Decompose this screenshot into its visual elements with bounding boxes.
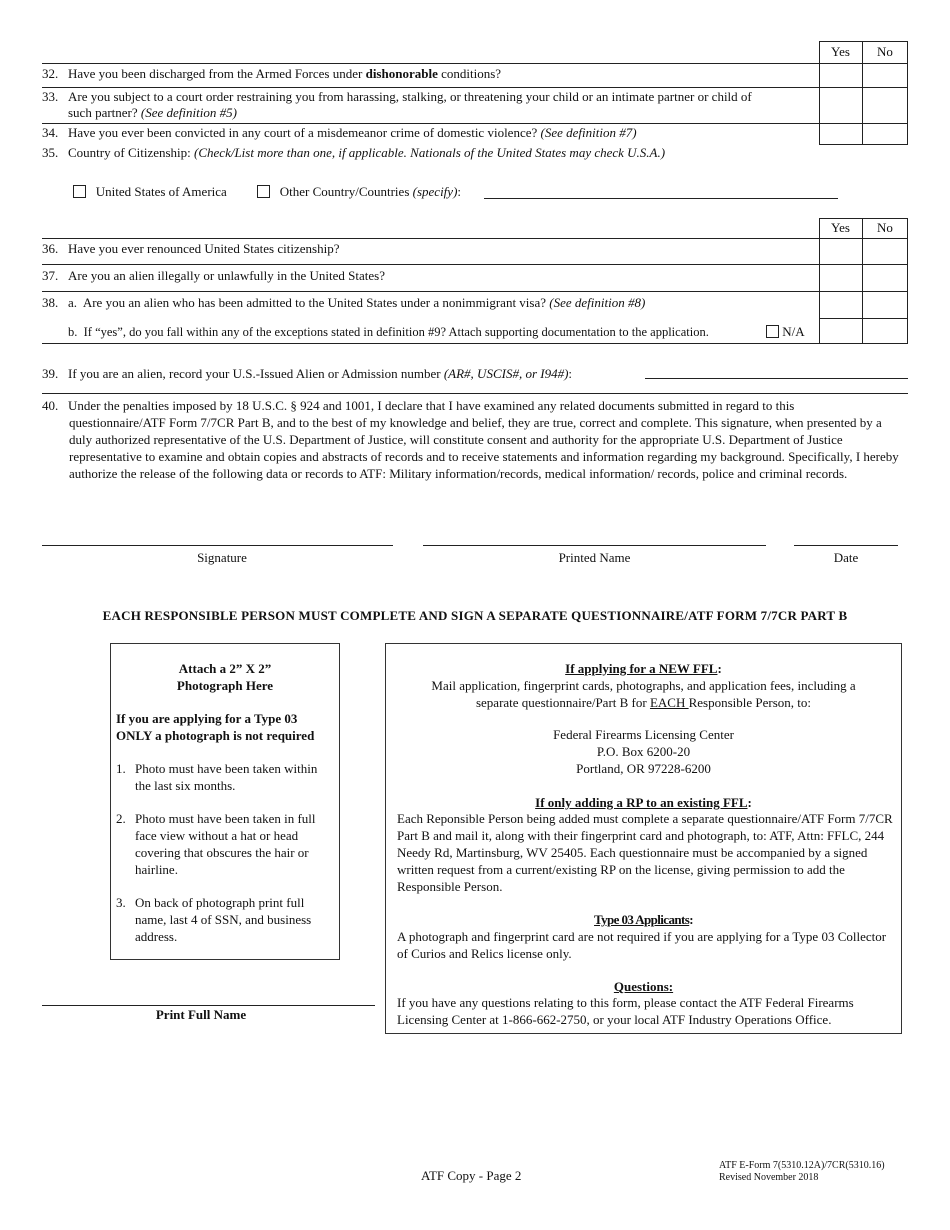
q38b-text: If “yes”, do you fall within any of the exceptions stated in definition #9? Attach supporting documentation to the application. <box>83 325 709 339</box>
photo-req-2-text: Photo must have been taken in full face view without a hat or head covering that obscures the hair or hairline. <box>135 811 316 877</box>
q32-no-cell[interactable] <box>863 64 906 86</box>
q38b-letter: b. <box>68 325 78 339</box>
question-33 <box>42 89 752 105</box>
question-32 <box>42 66 501 82</box>
new-ffl-text-line1: Mail application, fingerprint cards, photographs, and application fees, including a <box>431 678 856 693</box>
type03-heading <box>386 911 901 928</box>
questions-heading <box>386 978 901 995</box>
q36-no-cell[interactable] <box>863 239 906 263</box>
q37-no-cell[interactable] <box>863 265 906 290</box>
q38-number: 38. <box>42 295 59 310</box>
q33-line1: Are you subject to a court order restraining you from harassing, stalking, or threatening your child or an intimate partner or child of <box>68 89 752 104</box>
footer-page-label: ATF Copy - Page 2 <box>421 1168 522 1183</box>
col-no-header: No <box>877 44 893 59</box>
q35-text: Country of Citizenship: <box>68 145 191 160</box>
other-country-input-line[interactable] <box>484 198 838 199</box>
q34-number: 34. <box>42 125 59 140</box>
date-label: Date <box>833 550 859 565</box>
q39-number: 39. <box>42 366 59 381</box>
q38a-yes-cell[interactable] <box>820 292 861 317</box>
q39-text: If you are an alien, record your U.S.-Issued Alien or Admission number <box>68 366 441 381</box>
q39-format: (AR#, USCIS#, or I94#) <box>443 366 569 381</box>
photo-requirement-3 <box>116 894 334 945</box>
q35-instructions: (Check/List more than one, if applicable. Nationals of the United States may check U.S.A.) <box>194 145 666 160</box>
q33-line2: such partner? <box>68 105 138 120</box>
q33-definition: (See definition #5) <box>140 105 237 120</box>
col-no-header-2: No <box>877 220 893 235</box>
photo-req-3-text: On back of photograph print full name, last 4 of SSN, and business address. <box>135 895 312 944</box>
photo-req-1-number: 1. <box>116 761 126 776</box>
question-33-line2 <box>68 105 237 121</box>
q36-yes-cell[interactable] <box>820 239 861 263</box>
question-35 <box>42 145 665 161</box>
q40-rest: questionnaire/ATF Form 7/7CR Part B, and to the best of my knowledge and belief, they are true, correct and complete. This signature, when presented by a duly authorized representative of the U.S. Department of Justice, will constitute consent and authority for the appropriate U.S. Department of Justice representative to examine and obtain copies and abstracts of records and to receive statements and information regarding my background. Specifically, I hereby authorize the release of the following data or records to ATF: Military information/records, medical information/ records, police and criminal records. <box>69 415 899 481</box>
q32-yes-cell[interactable] <box>820 64 861 86</box>
alien-number-input-line[interactable] <box>645 378 908 379</box>
q32-number: 32. <box>42 66 59 81</box>
q40-number: 40. <box>42 398 59 413</box>
usa-label: United States of America <box>95 184 227 199</box>
photo-title-line2: Photograph Here <box>176 678 274 693</box>
new-ffl-each: EACH <box>649 695 689 710</box>
q38b-yes-cell[interactable] <box>820 319 861 342</box>
question-39 <box>42 366 572 382</box>
q34-yes-cell[interactable] <box>820 124 861 143</box>
q32-text-end: conditions? <box>437 66 502 81</box>
responsible-person-heading: EACH RESPONSIBLE PERSON MUST COMPLETE AND SIGN A SEPARATE QUESTIONNAIRE/ATF FORM 7/7CR PART B <box>102 608 848 623</box>
signature-label: Signature <box>197 550 247 565</box>
na-checkbox[interactable] <box>766 325 779 338</box>
new-ffl-heading <box>386 660 901 677</box>
print-full-name-label: Print Full Name <box>155 1007 247 1022</box>
photo-title <box>111 660 339 694</box>
photo-req-1-text: Photo must have been taken within the last six months. <box>135 761 318 793</box>
col-yes-header-2: Yes <box>831 220 850 235</box>
address-line1: Federal Firearms Licensing Center <box>553 727 734 742</box>
q34-text: Have you ever been convicted in any court of a misdemeanor crime of domestic violence? <box>68 125 538 140</box>
footer-form-id <box>719 1160 885 1184</box>
printed-name-label: Printed Name <box>558 550 631 565</box>
photo-title-line1: Attach a 2” X 2” <box>178 661 272 676</box>
other-country-colon: : <box>457 184 462 199</box>
question-38b <box>68 324 709 340</box>
new-ffl-text-line2: separate questionnaire/Part B for <box>475 695 650 710</box>
type03-text: A photograph and fingerprint card are not required if you are applying for a Type 03 Collector of Curios and Relics license only. <box>397 929 887 961</box>
q36-number: 36. <box>42 241 59 256</box>
other-country-checkbox[interactable] <box>257 185 270 198</box>
q37-number: 37. <box>42 268 59 283</box>
q38a-letter: a. <box>68 295 78 310</box>
photo-req-3-number: 3. <box>116 895 126 910</box>
q37-yes-cell[interactable] <box>820 265 861 290</box>
photo-requirement-1 <box>116 760 334 794</box>
photo-attach-box[interactable] <box>110 643 340 960</box>
mailing-instructions-box <box>385 643 902 1034</box>
address-line2: P.O. Box 6200-20 <box>596 744 691 759</box>
add-rp-heading-colon: : <box>747 795 752 810</box>
photo-requirement-2 <box>116 810 334 878</box>
question-36 <box>42 241 339 257</box>
q40-line1: Under the penalties imposed by 18 U.S.C. § 924 and 1001, I declare that I have examined any related documents submitted in regard to this <box>68 398 795 413</box>
q38a-no-cell[interactable] <box>863 292 906 317</box>
col-yes-header: Yes <box>831 44 850 59</box>
q35-number: 35. <box>42 145 59 160</box>
citizenship-other-option[interactable] <box>257 184 461 200</box>
q39-colon: : <box>568 366 573 381</box>
q36-text: Have you ever renounced United States citizenship? <box>68 241 340 256</box>
divider <box>42 393 908 394</box>
new-ffl-text <box>386 677 901 711</box>
citizenship-usa-option[interactable] <box>73 184 227 200</box>
usa-checkbox[interactable] <box>73 185 86 198</box>
add-rp-heading-text: If only adding a RP to an existing FFL <box>535 795 748 810</box>
question-37 <box>42 268 385 284</box>
questions-text: If you have any questions relating to this form, please contact the ATF Federal Firearms Licensing Center at 1-866-662-2750, or your local ATF Industry Operations Office. <box>397 995 854 1027</box>
question-38a <box>42 295 645 311</box>
add-rp-text: Each Reponsible Person being added must complete a separate questionnaire/ATF Form 7/7CR Part B and mail it, along with their fingerprint card and photograph, to: ATF, Attn: FFLC, 244 Needy Rd, Martinsburg, WV 25405. Each questionnaire must be accompanied by a signed written request from a current/existing RP on the license, giving permission to add the Responsible Person. <box>397 811 893 894</box>
other-country-label: Other Country/Countries <box>279 184 410 199</box>
photo-note-line1: If you are applying for a Type 03 <box>116 711 298 726</box>
q38a-definition: (See definition #8) <box>549 295 646 310</box>
questions-heading-text: Questions: <box>613 979 674 994</box>
q34-no-cell[interactable] <box>863 124 906 143</box>
type03-heading-colon: : <box>689 912 693 927</box>
type03-heading-text: Type 03 Applicants <box>594 912 690 927</box>
date-line[interactable] <box>794 545 898 546</box>
other-country-specify: (specify) <box>412 184 458 199</box>
q38b-na-option[interactable] <box>766 324 805 340</box>
q32-bold: dishonorable <box>365 66 438 81</box>
photo-type03-note <box>116 710 338 744</box>
add-rp-heading <box>386 794 901 811</box>
q38a-text: Are you an alien who has been admitted to the United States under a nonimmigrant visa? <box>82 295 547 310</box>
q32-text: Have you been discharged from the Armed Forces under <box>68 66 366 81</box>
form-id-text: ATF E-Form 7(5310.12A)/7CR(5310.16) <box>719 1160 885 1171</box>
photo-req-2-number: 2. <box>116 811 126 826</box>
new-ffl-heading-text: If applying for a NEW FFL <box>565 661 718 676</box>
address-line3: Portland, OR 97228-6200 <box>576 761 711 776</box>
q38b-no-cell[interactable] <box>863 319 906 342</box>
new-ffl-text-line2-end: Responsible Person, to: <box>688 695 812 710</box>
signature-line[interactable] <box>42 545 393 546</box>
print-full-name-line[interactable] <box>42 1005 375 1006</box>
photo-note-line2: ONLY a photograph is not required <box>116 728 315 743</box>
na-label: N/A <box>782 324 805 339</box>
q33-yes-cell[interactable] <box>820 88 861 122</box>
new-ffl-heading-colon: : <box>717 661 722 676</box>
fflc-address <box>386 726 901 777</box>
q34-definition: (See definition #7) <box>540 125 637 140</box>
q33-number: 33. <box>42 89 59 104</box>
revised-date: Revised November 2018 <box>719 1172 819 1183</box>
q33-no-cell[interactable] <box>863 88 906 122</box>
printed-name-line[interactable] <box>423 545 766 546</box>
question-34 <box>42 125 637 141</box>
question-40 <box>42 397 908 482</box>
q37-text: Are you an alien illegally or unlawfully in the United States? <box>68 268 385 283</box>
